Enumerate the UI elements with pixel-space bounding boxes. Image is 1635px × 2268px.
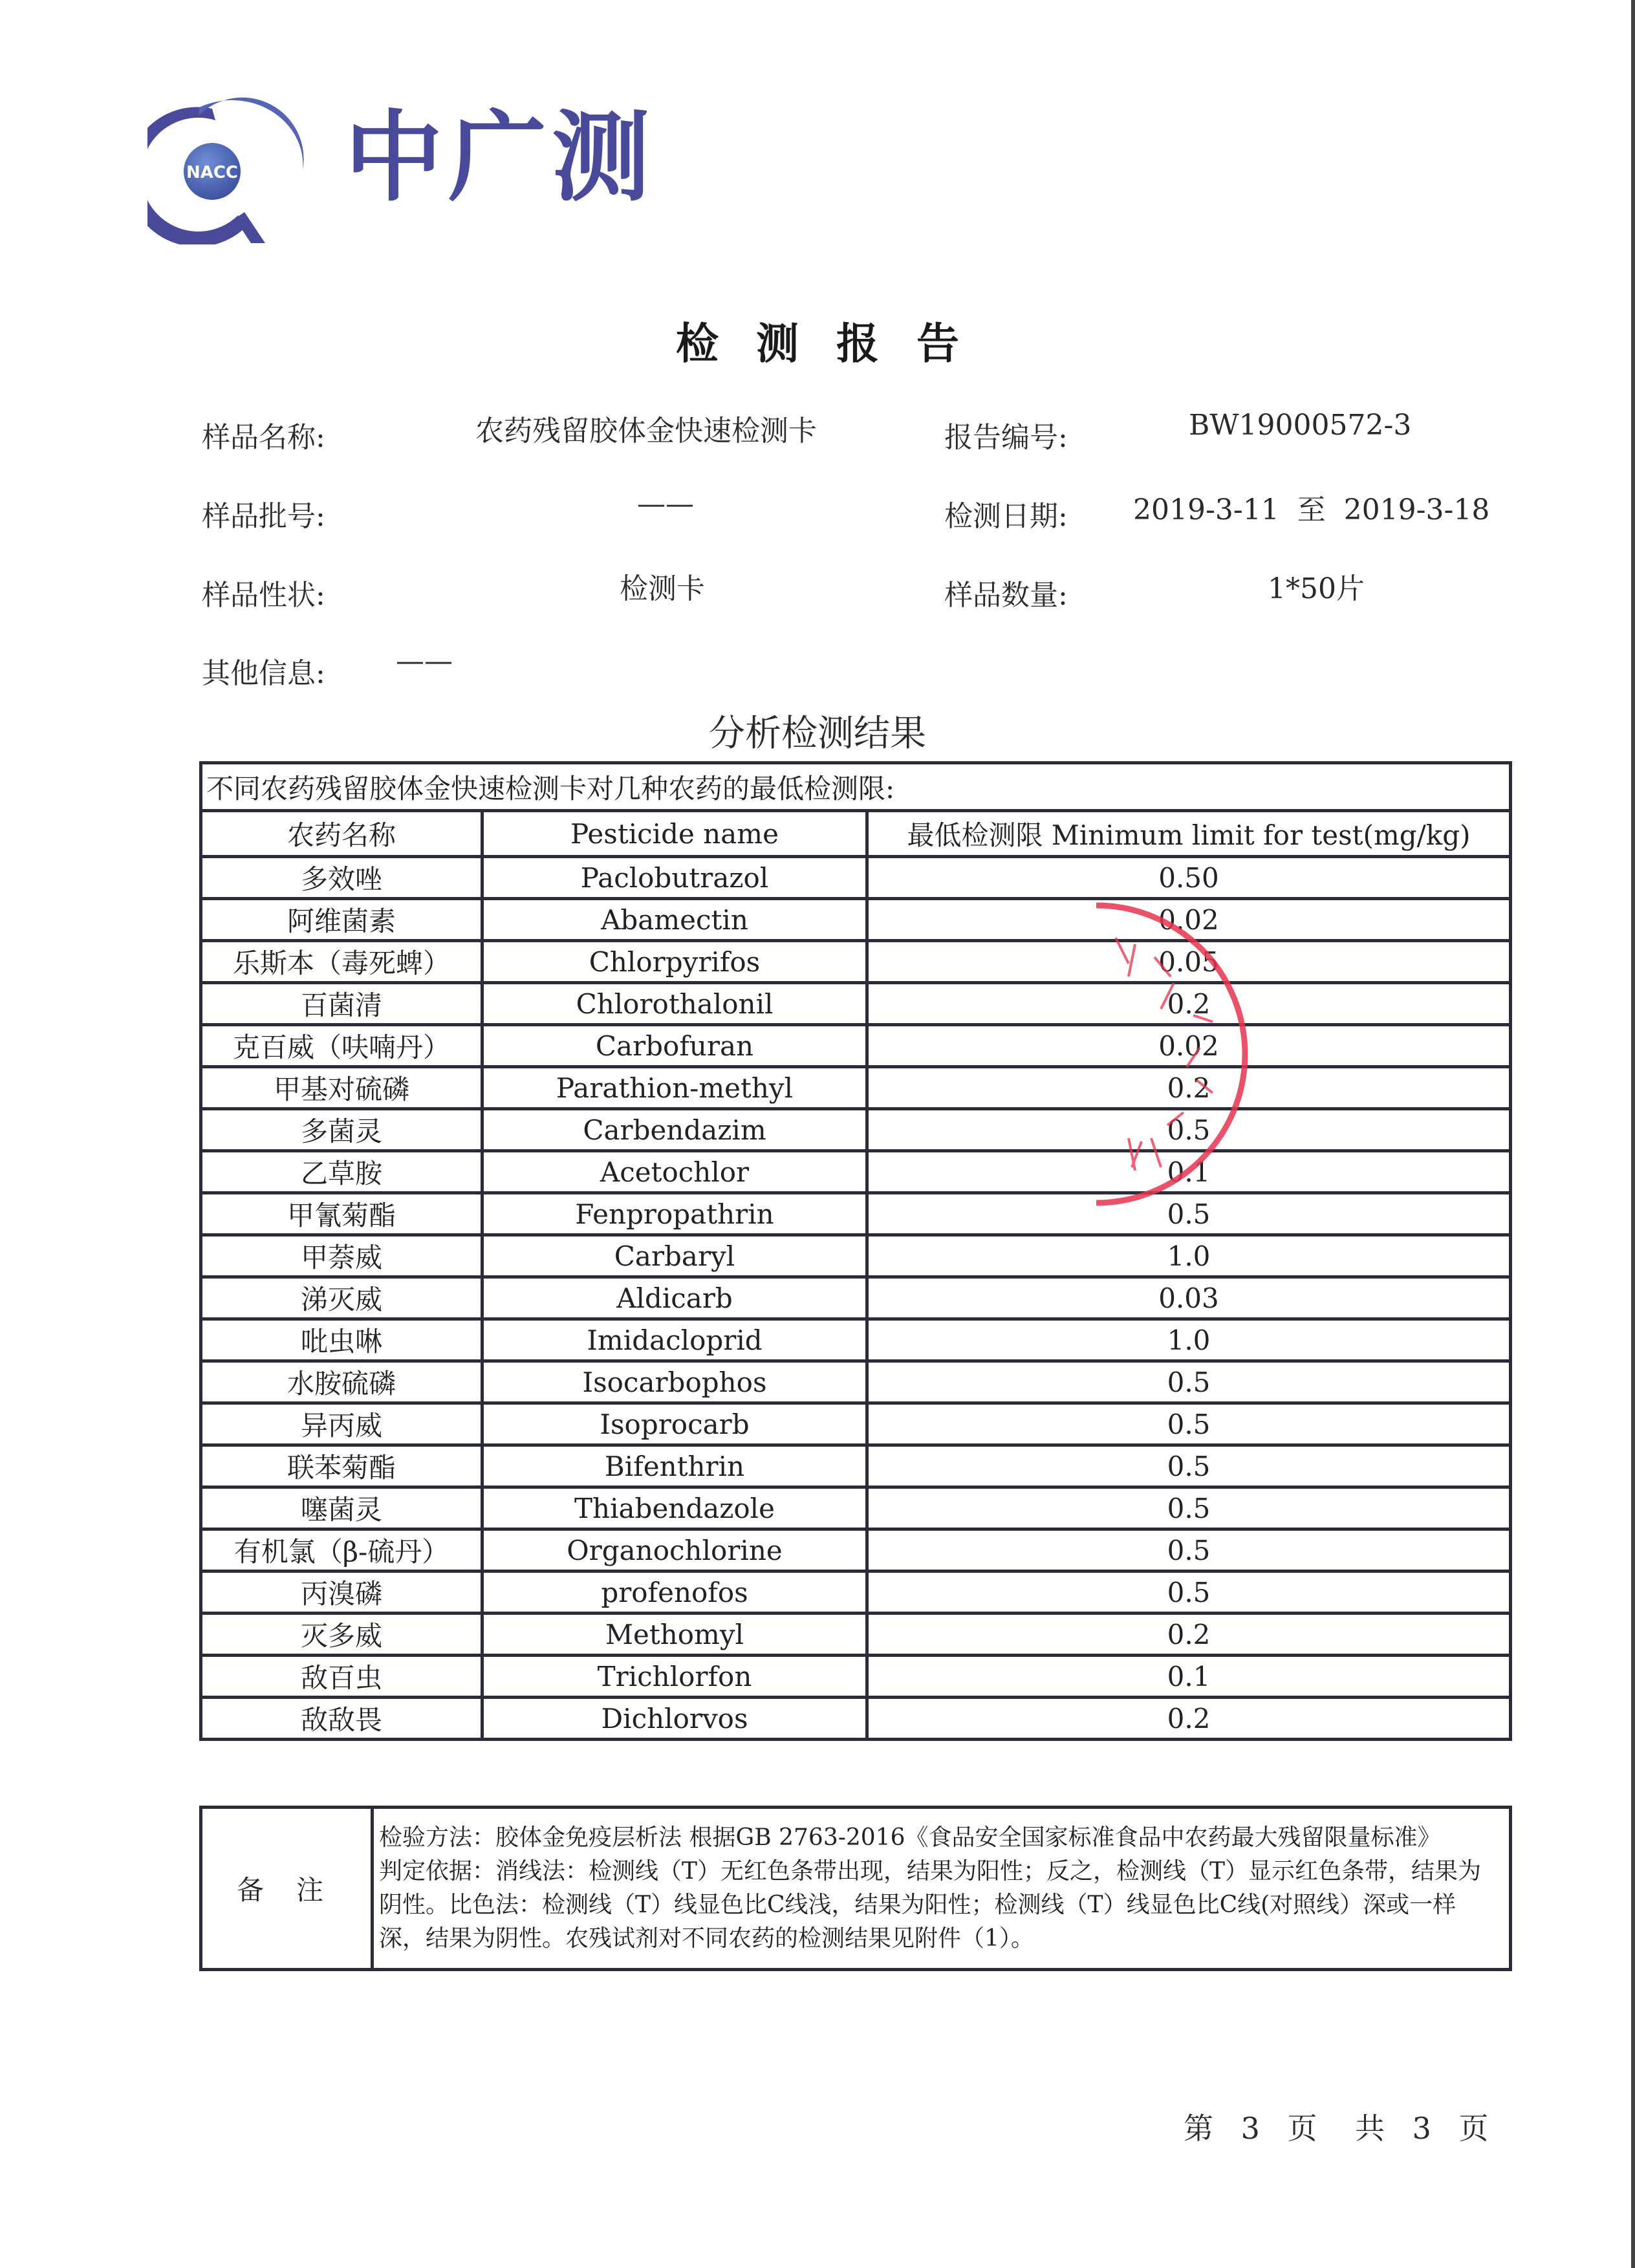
remarks-body [373,1808,1511,1970]
limit-value: 0.1 [867,1656,1511,1698]
en-name: Carbendazim [482,1109,867,1151]
cn-name: 多菌灵 [201,1109,482,1151]
table-row [201,1067,1511,1109]
limit-value: 0.2 [867,1614,1511,1656]
table-caption-row [201,763,1511,811]
batch-no-label: 样品批号: [202,500,325,533]
remark-line: 检验方法：胶体金免疫层析法 根据GB 2763-2016《食品安全国家标准食品中农药最大残留限量标准》 [379,1824,1441,1851]
sample-qty-label: 样品数量: [944,579,1068,612]
en-name: Organochlorine [482,1529,867,1571]
en-name: Dichlorvos [482,1698,867,1740]
remarks-label: 备注 [201,1808,373,1970]
table-row [201,1698,1511,1740]
cn-name: 有机氯（β-硫丹） [201,1529,482,1571]
limit-value: 0.2 [867,983,1511,1025]
limit-value: 0.02 [867,899,1511,941]
header-limit: 最低检测限 Minimum limit for test(mg/kg) [867,811,1511,857]
table-row [201,1151,1511,1193]
header-cn-name: 农药名称 [201,811,482,857]
limit-value: 0.2 [867,1698,1511,1740]
en-name: Bifenthrin [482,1445,867,1487]
table-row [201,941,1511,983]
test-date-label: 检测日期: [944,500,1068,533]
limit-value: 1.0 [867,1319,1511,1361]
limit-value: 0.50 [867,857,1511,899]
sample-state-label: 样品性状: [202,579,325,612]
cn-name: 乙草胺 [201,1151,482,1193]
en-name: Acetochlor [482,1151,867,1193]
batch-no-value: —— [637,488,694,521]
page-number: 第 3 页 [1184,2111,1326,2146]
table-row [201,1614,1511,1656]
cn-name: 敌百虫 [201,1656,482,1698]
cn-name: 甲萘威 [201,1235,482,1277]
page-total: 共 3 页 [1355,2111,1498,2146]
remark-line: 阴性。比色法：检测线（T）线显色比C线浅，结果为阳性；检测线（T）线显色比C线(对照线）深或一样 [379,1892,1456,1918]
en-name: Methomyl [482,1614,867,1656]
en-name: Carbaryl [482,1235,867,1277]
report-title: 检测报告 [676,318,997,369]
en-name: profenofos [482,1571,867,1614]
table-caption: 不同农药残留胶体金快速检测卡对几种农药的最低检测限: [201,763,1511,811]
remark-line: 判定依据：消线法：检测线（T）无红色条带出现，结果为阳性；反之，检测线（T）显示红色条带，结果为 [379,1858,1482,1885]
report-no-value: BW19000572-3 [1189,409,1412,442]
cn-name: 水胺硫磷 [201,1361,482,1403]
table-row [201,1445,1511,1487]
test-date-value: 2019-3-11 至 2019-3-18 [1133,493,1490,526]
remarks-row [201,1808,1511,1970]
limit-value: 0.05 [867,941,1511,983]
limit-value: 0.5 [867,1487,1511,1529]
cn-name: 甲基对硫磷 [201,1067,482,1109]
table-row [201,899,1511,941]
cn-name: 乐斯本（毒死蜱） [201,941,482,983]
table-row [201,1403,1511,1445]
cn-name: 噻菌灵 [201,1487,482,1529]
en-name: Isoprocarb [482,1403,867,1445]
table-row [201,1571,1511,1614]
limit-value: 0.5 [867,1571,1511,1614]
en-name: Thiabendazole [482,1487,867,1529]
cn-name: 百菌清 [201,983,482,1025]
cn-name: 吡虫啉 [201,1319,482,1361]
en-name: Paclobutrazol [482,857,867,899]
section-title: 分析检测结果 [709,713,926,755]
sample-qty-value: 1*50片 [1268,572,1365,605]
limit-value: 0.03 [867,1277,1511,1319]
en-name: Carbofuran [482,1025,867,1067]
table-row [201,1025,1511,1067]
en-name: Fenpropathrin [482,1193,867,1235]
cn-name: 联苯菊酯 [201,1445,482,1487]
remarks-table [199,1806,1512,1971]
table-row [201,1109,1511,1151]
cn-name: 甲氰菊酯 [201,1193,482,1235]
svg-text:NACC: NACC [186,163,239,182]
table-row [201,1193,1511,1235]
cn-name: 敌敌畏 [201,1698,482,1740]
en-name: Chlorothalonil [482,983,867,1025]
limit-value: 0.5 [867,1361,1511,1403]
en-name: Aldicarb [482,1277,867,1319]
table-row [201,983,1511,1025]
en-name: Chlorpyrifos [482,941,867,983]
cn-name: 涕灭威 [201,1277,482,1319]
table-row [201,857,1511,899]
limit-value: 0.5 [867,1193,1511,1235]
sample-state-value: 检测卡 [620,572,705,605]
sample-name-label: 样品名称: [202,421,325,454]
company-logo [147,83,665,244]
results-table [199,761,1512,1741]
cn-name: 异丙威 [201,1403,482,1445]
limit-value: 0.2 [867,1067,1511,1109]
report-no-label: 报告编号: [944,421,1068,454]
limit-value: 0.5 [867,1529,1511,1571]
other-info-value: —— [396,645,453,678]
cn-name: 灭多威 [201,1614,482,1656]
cn-name: 阿维菌素 [201,899,482,941]
sample-name-value: 农药残留胶体金快速检测卡 [475,415,817,448]
table-row [201,1656,1511,1698]
table-row [201,1529,1511,1571]
en-name: Parathion-methyl [482,1067,867,1109]
cn-name: 丙溴磷 [201,1571,482,1614]
nacc-magnifier-logo-icon [147,83,316,244]
table-row [201,1319,1511,1361]
cn-name: 克百威（呋喃丹） [201,1025,482,1067]
en-name: Imidacloprid [482,1319,867,1361]
table-row [201,1235,1511,1277]
brand-name: 中广测 [345,100,655,215]
cn-name: 多效唑 [201,857,482,899]
remark-line: 深，结果为阴性。农残试剂对不同农药的检测结果见附件（1）。 [379,1925,1034,1952]
limit-value: 0.02 [867,1025,1511,1067]
table-row [201,1487,1511,1529]
other-info-label: 其他信息: [202,657,325,690]
table-header-row [201,811,1511,857]
limit-value: 1.0 [867,1235,1511,1277]
limit-value: 0.5 [867,1403,1511,1445]
en-name: Abamectin [482,899,867,941]
limit-value: 0.5 [867,1109,1511,1151]
header-en-name: Pesticide name [482,811,867,857]
en-name: Trichlorfon [482,1656,867,1698]
table-row [201,1277,1511,1319]
limit-value: 0.5 [867,1445,1511,1487]
limit-value: 0.1 [867,1151,1511,1193]
en-name: Isocarbophos [482,1361,867,1403]
table-row [201,1361,1511,1403]
